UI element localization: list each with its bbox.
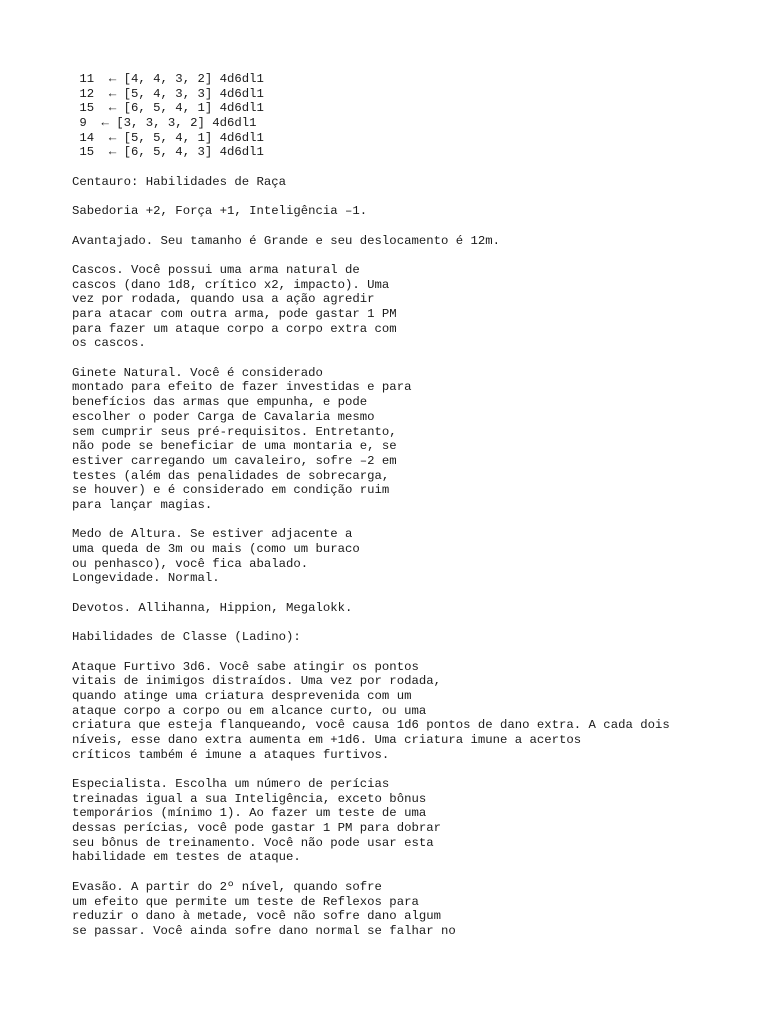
paragraph-line: para fazer um ataque corpo a corpo extra com	[72, 321, 397, 336]
paragraph-line: ataque corpo a corpo ou em alcance curto, ou uma	[72, 703, 427, 718]
dice-roll-line: 12 ← [5, 4, 3, 3] 4d6dl1	[72, 86, 264, 101]
class-abilities-heading: Habilidades de Classe (Ladino):	[72, 630, 301, 645]
paragraph-line: montado para efeito de fazer investidas e para	[72, 380, 412, 395]
paragraph-line: benefícios das armas que empunha, e pode	[72, 395, 368, 410]
paragraph-line: habilidade em testes de ataque.	[72, 850, 301, 865]
dice-rolls-block	[72, 72, 762, 160]
paragraph-line: seu bônus de treinamento. Você não pode usar esta	[72, 835, 434, 850]
paragraph-line: ou penhasco), você fica abalado.	[72, 556, 309, 571]
paragraph-line: estiver carregando um cavaleiro, sofre –2 em	[72, 453, 397, 468]
specialist-paragraph	[72, 777, 762, 865]
paragraph-line: para atacar com outra arma, pode gastar 1 PM	[72, 307, 397, 321]
paragraph-line: Evasão. A partir do 2º nível, quando sofre	[72, 879, 382, 894]
paragraph-line: criatura que esteja flanqueando, você causa 1d6 pontos de dano extra. A cada dois	[72, 718, 670, 733]
hooves-paragraph	[72, 263, 762, 351]
paragraph-line: para lançar magias.	[72, 497, 213, 512]
paragraph-line: testes (além das penalidades de sobrecarga,	[72, 468, 390, 483]
paragraph-line: os cascos.	[72, 336, 146, 351]
sneak-attack-paragraph	[72, 660, 762, 763]
paragraph-line: treinadas igual a sua Inteligência, exceto bônus	[72, 791, 427, 806]
fear-of-heights-paragraph	[72, 527, 762, 586]
dice-roll-line: 15 ← [6, 5, 4, 3] 4d6dl1	[72, 145, 264, 160]
devotees-paragraph: Devotos. Allihanna, Hippion, Megalokk.	[72, 600, 353, 615]
dice-roll-line: 11 ← [4, 4, 3, 2] 4d6dl1	[72, 72, 264, 86]
paragraph-line: reduzir o dano à metade, você não sofre dano algum	[72, 909, 441, 924]
advantaged-paragraph: Avantajado. Seu tamanho é Grande e seu deslocamento é 12m.	[72, 233, 501, 248]
natural-rider-paragraph	[72, 366, 762, 513]
dice-roll-line: 15 ← [6, 5, 4, 1] 4d6dl1	[72, 101, 264, 116]
dice-roll-line: 14 ← [5, 5, 4, 1] 4d6dl1	[72, 130, 264, 145]
paragraph-line: Ataque Furtivo 3d6. Você sabe atingir os pontos	[72, 659, 419, 674]
paragraph-line: Especialista. Escolha um número de perícias	[72, 777, 390, 791]
evasion-paragraph	[72, 880, 762, 939]
paragraph-line: quando atinge uma criatura desprevenida com um	[72, 688, 412, 703]
paragraph-line: vez por rodada, quando usa a ação agredir	[72, 292, 375, 307]
paragraph-line: se passar. Você ainda sofre dano normal se falhar no	[72, 923, 456, 938]
paragraph-line: vitais de inimigos distraídos. Uma vez por rodada,	[72, 674, 441, 689]
paragraph-line: Cascos. Você possui uma arma natural de	[72, 262, 360, 277]
paragraph-line: um efeito que permite um teste de Reflexos para	[72, 894, 419, 909]
paragraph-line: críticos também é imune a ataques furtivos.	[72, 747, 390, 762]
paragraph-line: Longevidade. Normal.	[72, 571, 220, 586]
paragraph-line: Medo de Altura. Se estiver adjacente a	[72, 527, 353, 542]
paragraph-line: cascos (dano 1d8, crítico x2, impacto). Uma	[72, 277, 390, 292]
paragraph-line: níveis, esse dano extra aumenta em +1d6. Uma criatura imune a acertos	[72, 732, 582, 747]
paragraph-line: temporários (mínimo 1). Ao fazer um teste de uma	[72, 806, 427, 821]
paragraph-line: dessas perícias, você pode gastar 1 PM para dobrar	[72, 821, 441, 836]
paragraph-line: sem cumprir seus pré-requisitos. Entretanto,	[72, 424, 397, 439]
paragraph-line: Ginete Natural. Você é considerado	[72, 365, 323, 380]
attribute-modifiers: Sabedoria +2, Força +1, Inteligência –1.	[72, 204, 368, 219]
paragraph-line: não pode se beneficiar de uma montaria e, se	[72, 439, 397, 454]
dice-roll-line: 9 ← [3, 3, 3, 2] 4d6dl1	[72, 116, 257, 131]
paragraph-line: uma queda de 3m ou mais (como um buraco	[72, 542, 360, 556]
paragraph-line: escolher o poder Carga de Cavalaria mesmo	[72, 409, 375, 424]
race-abilities-heading: Centauro: Habilidades de Raça	[72, 174, 287, 189]
document-body	[72, 72, 762, 939]
paragraph-line: se houver) e é considerado em condição ruim	[72, 483, 390, 498]
